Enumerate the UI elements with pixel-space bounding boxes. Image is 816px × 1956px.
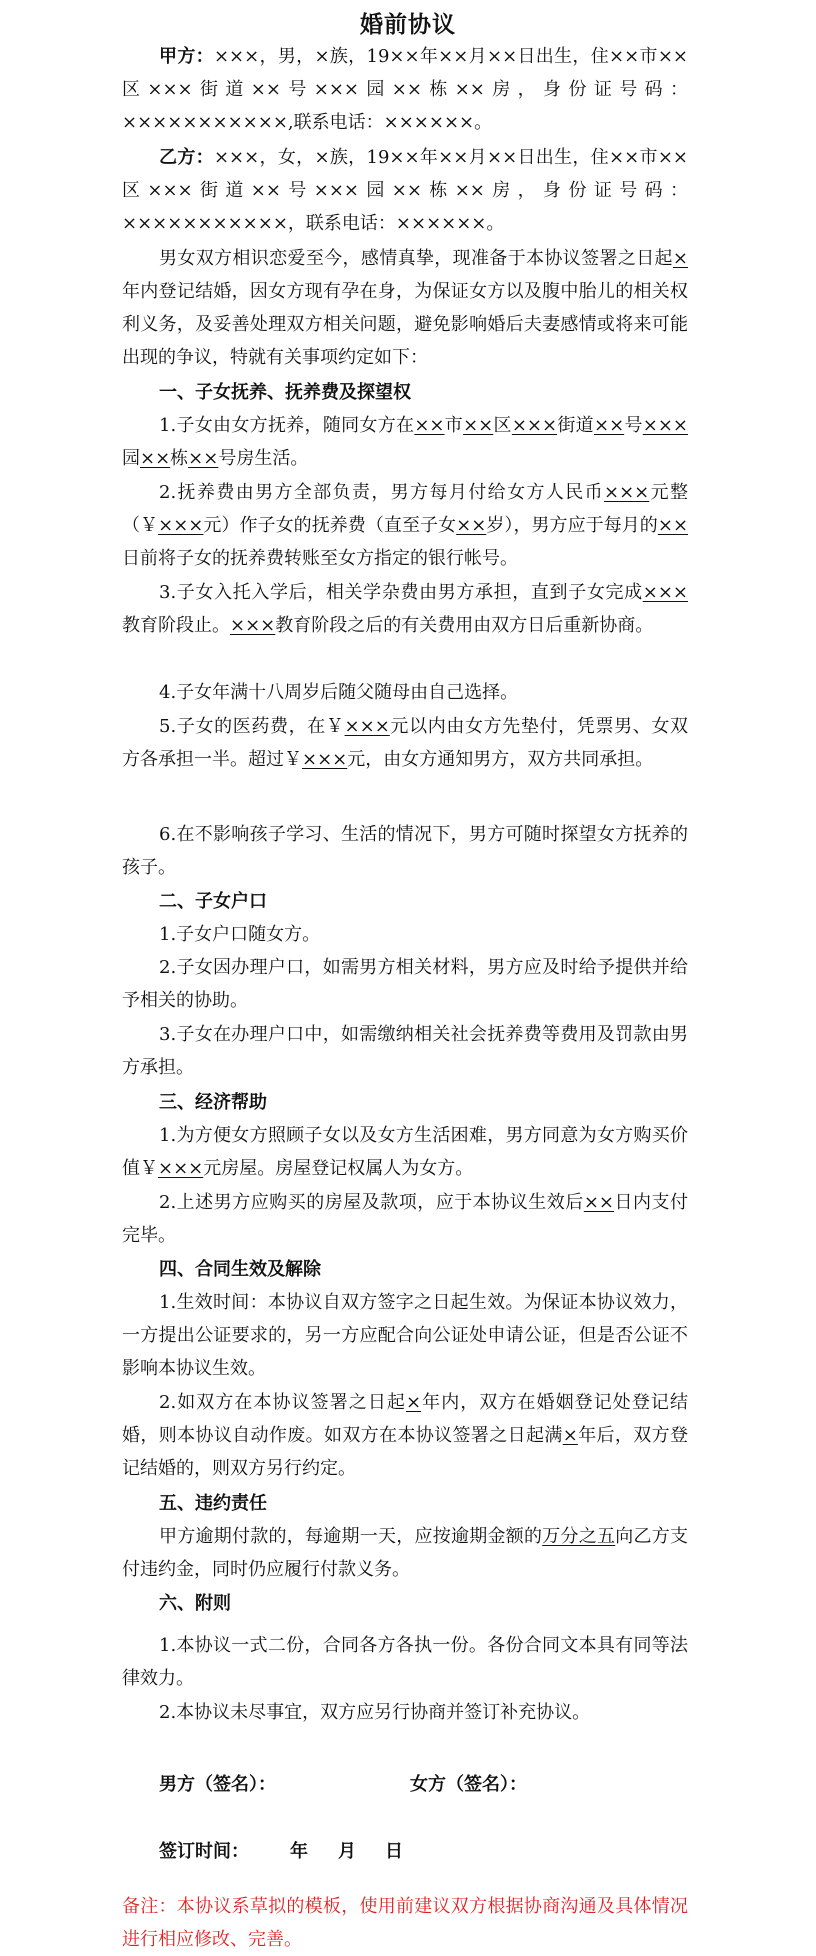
blank: ×× bbox=[456, 515, 487, 536]
blank: ××× bbox=[230, 615, 276, 636]
blank: ××× bbox=[511, 415, 558, 436]
blank: ×× bbox=[414, 415, 445, 436]
text: 3.子女入托入学后，相关学杂费由男方承担，直到子女完成 bbox=[159, 582, 643, 603]
blank: ×× bbox=[657, 515, 689, 536]
text: 年后，双方登记结婚的，则双方另行约定。 bbox=[122, 1425, 689, 1479]
text: 区 bbox=[493, 415, 512, 436]
text: 2.如双方在本协议签署之日起 bbox=[159, 1392, 406, 1413]
preamble-text-1: 男女双方相识恋爱至今，感情真挚，现准备于本协议签署之日起 bbox=[159, 248, 673, 269]
text: 向乙方支付违约金，同时仍应履行付款义务。 bbox=[122, 1526, 688, 1580]
sec6-item-1: 1.本协议一式二份，合同各方各执一份。各份合同文本具有同等法律效力。 bbox=[122, 1635, 688, 1689]
section-3-heading: 三、经济帮助 bbox=[159, 1092, 267, 1113]
text: 元以内由女方先垫付，凭票男、女双方各承担一半。超过￥ bbox=[122, 716, 688, 770]
section-1-heading: 一、子女抚养、抚养费及探望权 bbox=[159, 382, 411, 403]
section-4-heading: 四、合同生效及解除 bbox=[159, 1259, 321, 1280]
blank: ××× bbox=[642, 415, 688, 436]
text: 教育阶段止。 bbox=[122, 615, 230, 636]
section-5-heading: 五、违约责任 bbox=[159, 1493, 267, 1514]
party-a-paragraph bbox=[122, 40, 688, 139]
blank: × bbox=[562, 1425, 578, 1446]
text: 甲方逾期付款的，每逾期一天，应按逾期金额的 bbox=[159, 1526, 543, 1547]
text: 元整（￥ bbox=[122, 482, 689, 536]
text: 号房生活。 bbox=[218, 448, 309, 469]
section-2-heading: 二、子女户口 bbox=[159, 891, 267, 912]
sec2-item-2: 2.子女因办理户口，如需男方相关材料，男方应及时给予提供并给予相关的协助。 bbox=[122, 957, 688, 1011]
text: 日内支付完毕。 bbox=[122, 1192, 689, 1246]
sec1-item-2 bbox=[122, 476, 688, 575]
text: 2.抚养费由男方全部负责，男方每月付给女方人民币 bbox=[159, 482, 604, 503]
sec1-item-4: 4.子女年满十八周岁后随父随母由自己选择。 bbox=[159, 682, 519, 703]
preamble-text-2: 年内登记结婚，因女方现有孕在身，为保证女方以及腹中胎儿的相关权利义务，及妥善处理双方相关问题，避免影响婚后夫妻感情或将来可能出现的争议，特就有关事项约定如下： bbox=[122, 281, 688, 368]
text: 5.子女的医药费，在￥ bbox=[159, 716, 345, 737]
text: 1.子女由女方抚养，随同女方在 bbox=[159, 415, 415, 436]
blank: ××× bbox=[344, 716, 390, 737]
blank: ××× bbox=[603, 482, 650, 503]
page-title: 婚前协议 bbox=[360, 12, 456, 38]
party-b-paragraph bbox=[122, 141, 688, 240]
sec1-item-3 bbox=[122, 576, 688, 642]
text: 栋 bbox=[170, 448, 189, 469]
text: 岁），男方应于每月的 bbox=[486, 515, 658, 536]
sign-date-day: 日 bbox=[385, 1841, 403, 1862]
sign-date-month: 月 bbox=[338, 1841, 356, 1862]
sec3-item-2 bbox=[122, 1186, 688, 1252]
blank: × bbox=[406, 1392, 422, 1413]
text: 年内，双方在婚姻登记处登记结婚，则本协议自动作废。如双方在本协议签署之日起满 bbox=[122, 1392, 688, 1446]
sec4-item-2 bbox=[122, 1386, 688, 1485]
text: 教育阶段之后的有关费用由双方日后重新协商。 bbox=[275, 615, 654, 636]
section-6-heading: 六、附则 bbox=[159, 1593, 231, 1614]
sign-date-year: 年 bbox=[290, 1841, 308, 1862]
sec2-item-1: 1.子女户口随女方。 bbox=[159, 924, 321, 945]
text: 市 bbox=[444, 415, 464, 436]
text: 元房屋。房屋登记权属人为女方。 bbox=[203, 1158, 474, 1179]
sign-date-label: 签订时间： bbox=[159, 1841, 249, 1862]
blank: ×× bbox=[463, 415, 494, 436]
party-a-label: 甲方： bbox=[159, 46, 214, 67]
sec2-item-3: 3.子女在办理户口中，如需缴纳相关社会抚养费等费用及罚款由男方承担。 bbox=[122, 1024, 688, 1078]
text: 园 bbox=[122, 448, 140, 469]
text: 街道 bbox=[557, 415, 594, 436]
party-a-text: ×××，男，×族，19××年××月××日出生，住××市××区×××街道××号×××园××栋××房，身份证号码：×××××××××××,联系电话：××××××。 bbox=[122, 46, 688, 133]
text: 2.上述男方应购买的房屋及款项，应于本协议生效后 bbox=[159, 1192, 584, 1213]
text: 日前将子女的抚养费转账至女方指定的银行帐号。 bbox=[122, 548, 518, 569]
blank: ××× bbox=[158, 515, 204, 536]
preamble-blank-1: × bbox=[672, 248, 688, 269]
blank: ×× bbox=[583, 1192, 614, 1213]
sec1-item-1 bbox=[122, 409, 688, 475]
party-b-label: 乙方： bbox=[159, 147, 214, 168]
template-note: 备注：本协议系草拟的模板，使用前建议双方根据协商沟通及具体情况进行相应修改、完善。 bbox=[122, 1896, 688, 1950]
blank: ××× bbox=[302, 749, 348, 770]
male-signature-label: 男方（签名）： bbox=[159, 1774, 276, 1795]
blank: ××× bbox=[158, 1158, 204, 1179]
blank: ××× bbox=[642, 582, 688, 603]
blank: ×× bbox=[188, 448, 219, 469]
sec4-item-1: 1.生效时间：本协议自双方签字之日起生效。为保证本协议效力，一方提出公证要求的，另一方应配合向公证处申请公证，但是否公证不影响本协议生效。 bbox=[122, 1292, 688, 1379]
text: 元，由女方通知男方，双方共同承担。 bbox=[347, 749, 654, 770]
sec5-item-1 bbox=[122, 1520, 688, 1586]
text: 号 bbox=[624, 415, 643, 436]
blank: ×× bbox=[140, 448, 171, 469]
party-b-text: ×××，女，×族，19××年××月××日出生，住××市××区×××街道××号×××园××栋××房，身份证号码：×××××××××××，联系电话：××××××。 bbox=[122, 147, 688, 234]
female-signature-label: 女方（签名）： bbox=[410, 1774, 527, 1795]
sec1-item-5 bbox=[122, 710, 688, 776]
sec3-item-1 bbox=[122, 1119, 688, 1185]
sec1-item-6: 6.在不影响孩子学习、生活的情况下，男方可随时探望女方抚养的孩子。 bbox=[122, 824, 688, 878]
blank: ×× bbox=[593, 415, 625, 436]
sec6-item-2: 2.本协议未尽事宜，双方应另行协商并签订补充协议。 bbox=[159, 1702, 591, 1723]
text: 元）作子女的抚养费（直至子女 bbox=[203, 515, 457, 536]
text: 1.为方便女方照顾子女以及女方生活困难，男方同意为女方购买价值￥ bbox=[122, 1125, 688, 1179]
preamble-paragraph bbox=[122, 242, 688, 374]
blank: 万分之五 bbox=[542, 1526, 616, 1547]
